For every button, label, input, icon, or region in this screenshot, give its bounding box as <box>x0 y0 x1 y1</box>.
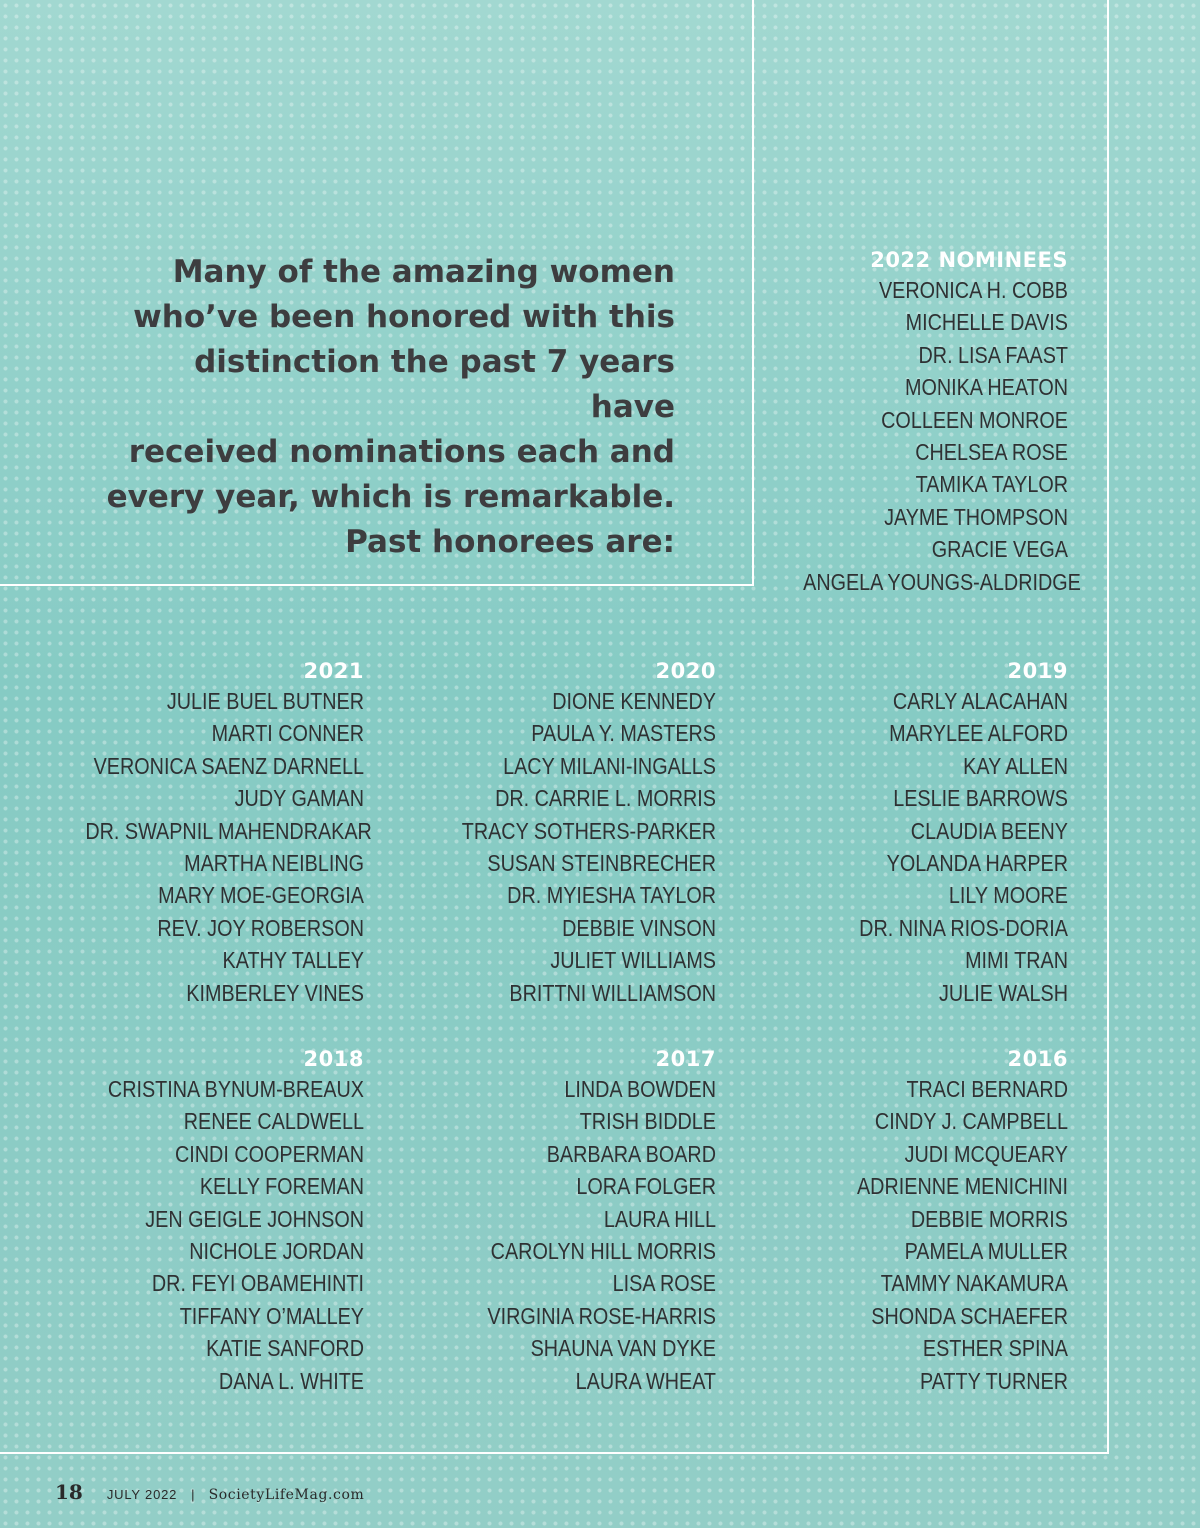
honoree-name: TIFFANY O’MALLEY <box>179 1302 364 1329</box>
honoree-name: JUDI MCQUEARY <box>904 1140 1068 1167</box>
honoree-name: JULIET WILLIAMS <box>550 947 716 974</box>
intro-line: Past honorees are: <box>345 524 675 560</box>
honoree-name: DANA L. WHITE <box>218 1367 364 1394</box>
honoree-name: LORA FOLGER <box>576 1173 716 1200</box>
honoree-name: CAROLYN HILL MORRIS <box>490 1238 716 1265</box>
intro-line: distinction the past 7 years have <box>194 344 675 425</box>
honoree-name: ESTHER SPINA <box>922 1335 1068 1362</box>
honoree-name: DR. MYIESHA TAYLOR <box>507 882 716 909</box>
honoree-name: LISA ROSE <box>612 1270 716 1297</box>
honoree-name: JUDY GAMAN <box>234 785 364 812</box>
honorees-2016-list <box>780 1045 1068 1397</box>
honorees-2020-list <box>420 657 716 1009</box>
honoree-name: MARY MOE-GEORGIA <box>158 882 364 909</box>
honoree-name: LAURA WHEAT <box>575 1367 716 1394</box>
honoree-name: SHAUNA VAN DYKE <box>530 1335 716 1362</box>
honoree-name: GRACIE VEGA <box>931 536 1068 563</box>
honoree-name: RENEE CALDWELL <box>183 1108 364 1135</box>
honoree-name: REV. JOY ROBERSON <box>157 914 364 941</box>
honoree-name: DR. FEYI OBAMEHINTI <box>151 1270 364 1297</box>
honoree-name: MARTI CONNER <box>211 720 364 747</box>
intro-line: every year, which is remarkable. <box>106 479 675 515</box>
honoree-name: JAYME THOMPSON <box>884 503 1068 530</box>
name-list <box>780 1073 1068 1397</box>
honoree-name: VERONICA SAENZ DARNELL <box>93 752 364 779</box>
honorees-2019-list <box>780 657 1068 1009</box>
honoree-name: LESLIE BARROWS <box>893 785 1068 812</box>
website-url: SocietyLifeMag.com <box>208 1487 365 1503</box>
honoree-name: BARBARA BOARD <box>546 1140 716 1167</box>
honoree-name: DR. NINA RIOS-DORIA <box>859 914 1068 941</box>
honoree-name: KATHY TALLEY <box>222 947 364 974</box>
honoree-name: VERONICA H. COBB <box>878 277 1068 303</box>
honoree-name: SHONDA SCHAEFER <box>871 1302 1068 1329</box>
honoree-name: SUSAN STEINBRECHER <box>487 850 716 877</box>
nominees-2022-list <box>760 246 1081 598</box>
page-number: 18 <box>55 1480 83 1504</box>
honoree-name: MIMI TRAN <box>965 947 1068 974</box>
honoree-name: MONIKA HEATON <box>904 374 1068 401</box>
honoree-name: PAMELA MULLER <box>904 1238 1068 1265</box>
name-list <box>420 685 716 1009</box>
list-heading: 2017 <box>655 1047 716 1071</box>
list-heading: 2022 NOMINEES <box>870 248 1068 272</box>
honoree-name: JEN GEIGLE JOHNSON <box>145 1205 364 1232</box>
honoree-name: TAMIKA TAYLOR <box>915 471 1068 498</box>
honoree-name: DR. LISA FAAST <box>918 341 1068 368</box>
honoree-name: DIONE KENNEDY <box>552 688 716 714</box>
honorees-2018-list <box>40 1045 364 1397</box>
honoree-name: LACY MILANI-INGALLS <box>503 752 716 779</box>
honoree-name: MARTHA NEIBLING <box>184 850 364 877</box>
honoree-name: CINDI COOPERMAN <box>174 1140 364 1167</box>
honoree-name: VIRGINIA ROSE-HARRIS <box>487 1302 716 1329</box>
honoree-name: KIMBERLEY VINES <box>186 979 364 1006</box>
honoree-name: TRACI BERNARD <box>906 1076 1068 1102</box>
honoree-name: PATTY TURNER <box>919 1367 1068 1394</box>
page-footer <box>55 1480 364 1504</box>
honoree-name: DR. CARRIE L. MORRIS <box>495 785 716 812</box>
name-list <box>40 685 372 1009</box>
intro-line: who’ve been honored with this <box>133 299 675 335</box>
honoree-name: KAY ALLEN <box>963 752 1068 779</box>
honoree-name: NICHOLE JORDAN <box>189 1238 364 1265</box>
honoree-name: MARYLEE ALFORD <box>889 720 1068 747</box>
honoree-name: TRACY SOTHERS-PARKER <box>461 817 716 844</box>
honorees-2017-list <box>420 1045 716 1397</box>
honoree-name: DEBBIE VINSON <box>562 914 716 941</box>
honoree-name: PAULA Y. MASTERS <box>531 720 716 747</box>
honoree-name: TRISH BIDDLE <box>579 1108 716 1135</box>
name-list <box>760 274 1081 598</box>
list-heading: 2016 <box>1007 1047 1068 1071</box>
honoree-name: TAMMY NAKAMURA <box>880 1270 1068 1297</box>
honoree-name: DR. SWAPNIL MAHENDRAKAR <box>85 817 372 844</box>
list-heading: 2018 <box>303 1047 364 1071</box>
honoree-name: BRITTNI WILLIAMSON <box>509 979 716 1006</box>
honoree-name: KELLY FOREMAN <box>199 1173 364 1200</box>
honoree-name: CRISTINA BYNUM-BREAUX <box>107 1076 365 1102</box>
honoree-name: JULIE BUEL BUTNER <box>166 688 364 714</box>
name-list <box>40 1073 364 1397</box>
list-heading: 2019 <box>1007 659 1068 683</box>
honoree-name: CINDY J. CAMPBELL <box>874 1108 1068 1135</box>
honoree-name: CARLY ALACAHAN <box>892 688 1068 714</box>
honoree-name: LAURA HILL <box>603 1205 716 1232</box>
intro-paragraph <box>100 250 675 565</box>
list-heading: 2021 <box>303 659 364 683</box>
honoree-name: LINDA BOWDEN <box>564 1076 716 1102</box>
honoree-name: LILY MOORE <box>948 882 1068 909</box>
honoree-name: MICHELLE DAVIS <box>905 309 1068 336</box>
intro-line: received nominations each and <box>128 434 675 470</box>
frame-border-bottom <box>0 1452 1109 1454</box>
name-list <box>420 1073 716 1397</box>
honoree-name: CHELSEA ROSE <box>915 439 1068 466</box>
honoree-name: COLLEEN MONROE <box>881 406 1068 433</box>
footer-separator: | <box>191 1487 195 1502</box>
honoree-name: KATIE SANFORD <box>206 1335 364 1362</box>
list-heading: 2020 <box>655 659 716 683</box>
honoree-name: CLAUDIA BEENY <box>910 817 1068 844</box>
honoree-name: YOLANDA HARPER <box>886 850 1068 877</box>
honoree-name: DEBBIE MORRIS <box>910 1205 1068 1232</box>
honoree-name: ANGELA YOUNGS-ALDRIDGE <box>803 568 1081 595</box>
honoree-name: ADRIENNE MENICHINI <box>856 1173 1068 1200</box>
name-list <box>780 685 1068 1009</box>
honorees-2021-list <box>40 657 372 1009</box>
issue-date: JULY 2022 <box>106 1487 178 1502</box>
intro-line: Many of the amazing women <box>172 254 675 290</box>
honoree-name: JULIE WALSH <box>939 979 1068 1006</box>
